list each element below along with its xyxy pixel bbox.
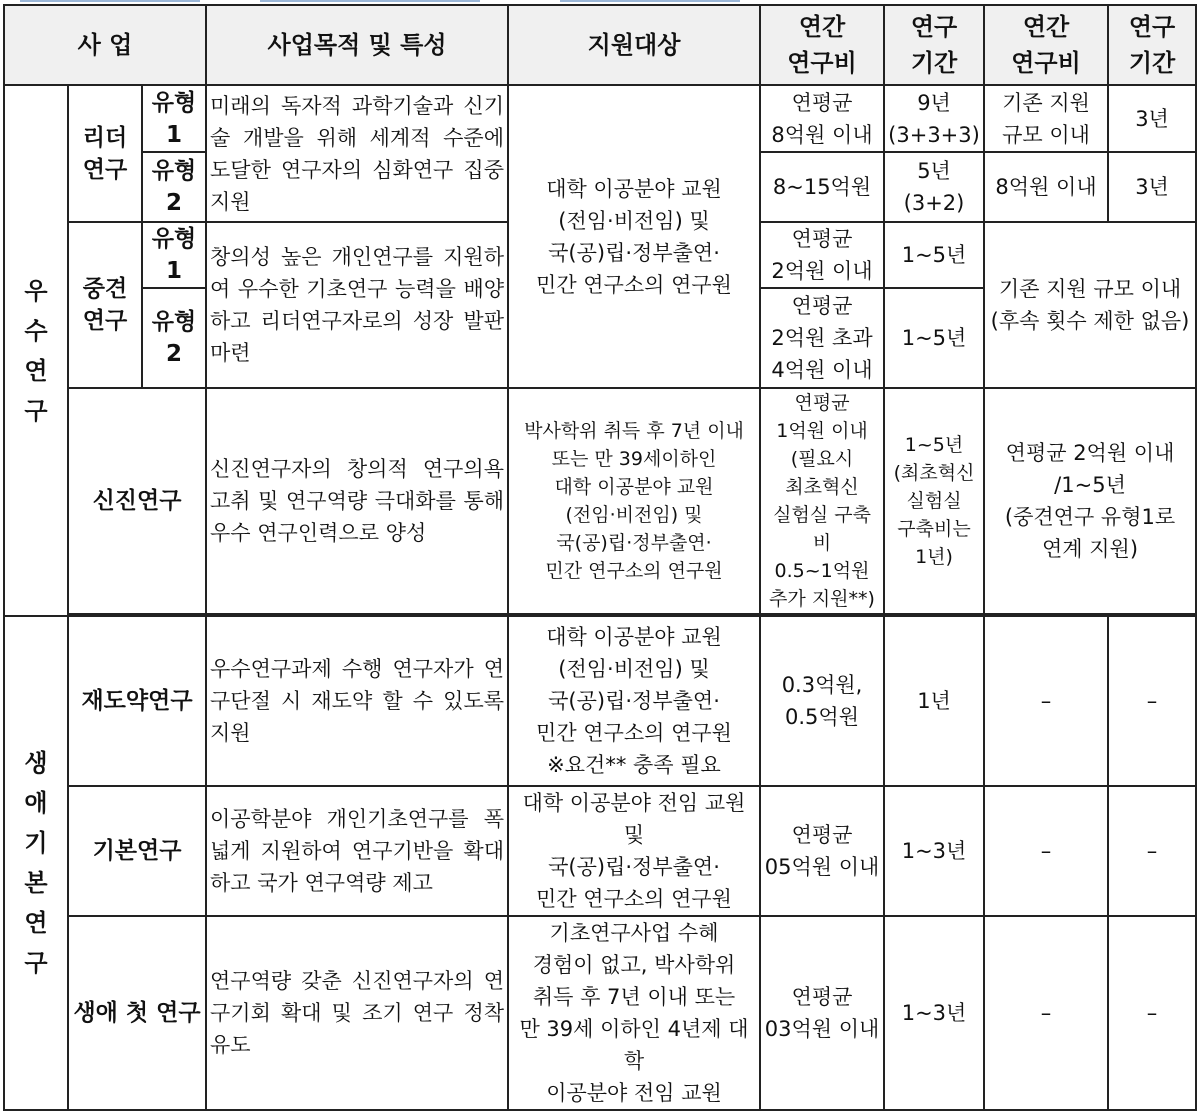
leader-purpose: 미래의 독자적 과학기술과 신기술 개발을 위해 세계적 수준에 도달한 연구자의 심화연구 집중 지원 bbox=[206, 85, 508, 222]
leader-type2-period-2: 3년 bbox=[1108, 152, 1196, 222]
basic-research-label: 기본연구 bbox=[68, 786, 206, 916]
header-business: 사 업 bbox=[4, 5, 206, 85]
new-target: 박사학위 취득 후 7년 이내 또는 만 39세이하인 대학 이공분야 교원 (전임·비전임) 및 국(공)립·정부출연· 민간 연구소의 연구원 bbox=[508, 388, 760, 614]
basic-budget-2: – bbox=[984, 786, 1108, 916]
header-period-1: 연구 기간 bbox=[884, 5, 984, 85]
first-budget-2: – bbox=[984, 916, 1108, 1110]
new-budget-2: 연평균 2억원 이내 /1~5년 (중견연구 유형1로 연계 지원) bbox=[984, 388, 1196, 614]
regrant-period: 1년 bbox=[884, 616, 984, 786]
new-budget: 연평균 1억원 이내 (필요시 최초혁신 실험실 구축비 0.5~1억원 추가 지원**) bbox=[760, 388, 884, 614]
header-annual-budget-1: 연간 연구비 bbox=[760, 5, 884, 85]
leader-type2-budget-2: 8억원 이내 bbox=[984, 152, 1108, 222]
leader-type1-period: 9년 (3+3+3) bbox=[884, 85, 984, 152]
basic-period-2: – bbox=[1108, 786, 1196, 916]
basic-period: 1~3년 bbox=[884, 786, 984, 916]
leader-research-label: 리더 연구 bbox=[68, 85, 142, 222]
regrant-period-2: – bbox=[1108, 616, 1196, 786]
first-target: 기초연구사업 수혜 경험이 없고, 박사학위 취득 후 7년 이내 또는 만 39세 이하인 4년제 대학 이공분야 전임 교원 bbox=[508, 916, 760, 1110]
mid-type2-label: 유형2 bbox=[142, 288, 206, 388]
mid-purpose: 창의성 높은 개인연구를 지원하여 우수한 기초연구 능력을 배양하고 리더연구자로의 성장 발판마련 bbox=[206, 222, 508, 388]
leader-type1-period-2: 3년 bbox=[1108, 85, 1196, 152]
leader-type2-budget: 8~15억원 bbox=[760, 152, 884, 222]
leader-mid-target: 대학 이공분야 교원 (전임·비전임) 및 국(공)립·정부출연· 민간 연구소의 연구원 bbox=[508, 85, 760, 388]
regrant-target: 대학 이공분야 교원 (전임·비전임) 및 국(공)립·정부출연· 민간 연구소의 연구원 ※요건** 충족 필요 bbox=[508, 616, 760, 786]
first-period-2: – bbox=[1108, 916, 1196, 1110]
mid-type2-budget: 연평균 2억원 초과 4억원 이내 bbox=[760, 288, 884, 388]
regrant-purpose: 우수연구과제 수행 연구자가 연구단절 시 재도약 할 수 있도록 지원 bbox=[206, 616, 508, 786]
first-purpose: 연구역량 갖춘 신진연구자의 연구기회 확대 및 조기 연구 정착 유도 bbox=[206, 916, 508, 1110]
header-annual-budget-2: 연간 연구비 bbox=[984, 5, 1108, 85]
header-period-2: 연구 기간 bbox=[1108, 5, 1196, 85]
mid-type1-budget: 연평균 2억원 이내 bbox=[760, 222, 884, 288]
leader-type2-period: 5년 (3+2) bbox=[884, 152, 984, 222]
leader-type2-label: 유형2 bbox=[142, 152, 206, 222]
mid-budget-2: 기존 지원 규모 이내 (후속 횟수 제한 없음) bbox=[984, 222, 1196, 388]
leader-type1-budget: 연평균 8억원 이내 bbox=[760, 85, 884, 152]
first-period: 1~3년 bbox=[884, 916, 984, 1110]
mid-type2-period: 1~5년 bbox=[884, 288, 984, 388]
basic-purpose: 이공학분야 개인기초연구를 폭넓게 지원하여 연구기반을 확대하고 국가 연구역량 제고 bbox=[206, 786, 508, 916]
mid-type1-label: 유형1 bbox=[142, 222, 206, 288]
first-budget: 연평균 03억원 이내 bbox=[760, 916, 884, 1110]
basic-research-program-table bbox=[3, 4, 1197, 1111]
first-research-label: 생애 첫 연구 bbox=[68, 916, 206, 1110]
regrant-budget: 0.3억원, 0.5억원 bbox=[760, 616, 884, 786]
group-lifecycle-research: 생 애 기 본 연 구 bbox=[4, 616, 68, 1110]
group-excellent-research: 우 수 연 구 bbox=[4, 85, 68, 616]
mid-type1-period: 1~5년 bbox=[884, 222, 984, 288]
new-period: 1~5년 (최초혁신 실험실 구축비는 1년) bbox=[884, 388, 984, 614]
basic-target: 대학 이공분야 전임 교원 및 국(공)립·정부출연· 민간 연구소의 연구원 bbox=[508, 786, 760, 916]
regrant-budget-2: – bbox=[984, 616, 1108, 786]
new-research-label: 신진연구 bbox=[68, 388, 206, 614]
new-purpose: 신진연구자의 창의적 연구의욕 고취 및 연구역량 극대화를 통해 우수 연구인력으로 양성 bbox=[206, 388, 508, 614]
basic-budget: 연평균 05억원 이내 bbox=[760, 786, 884, 916]
leader-type1-budget-2: 기존 지원 규모 이내 bbox=[984, 85, 1108, 152]
header-purpose: 사업목적 및 특성 bbox=[206, 5, 508, 85]
mid-research-label: 중견 연구 bbox=[68, 222, 142, 388]
header-target: 지원대상 bbox=[508, 5, 760, 85]
regrant-research-label: 재도약연구 bbox=[68, 616, 206, 786]
leader-type1-label: 유형1 bbox=[142, 85, 206, 152]
